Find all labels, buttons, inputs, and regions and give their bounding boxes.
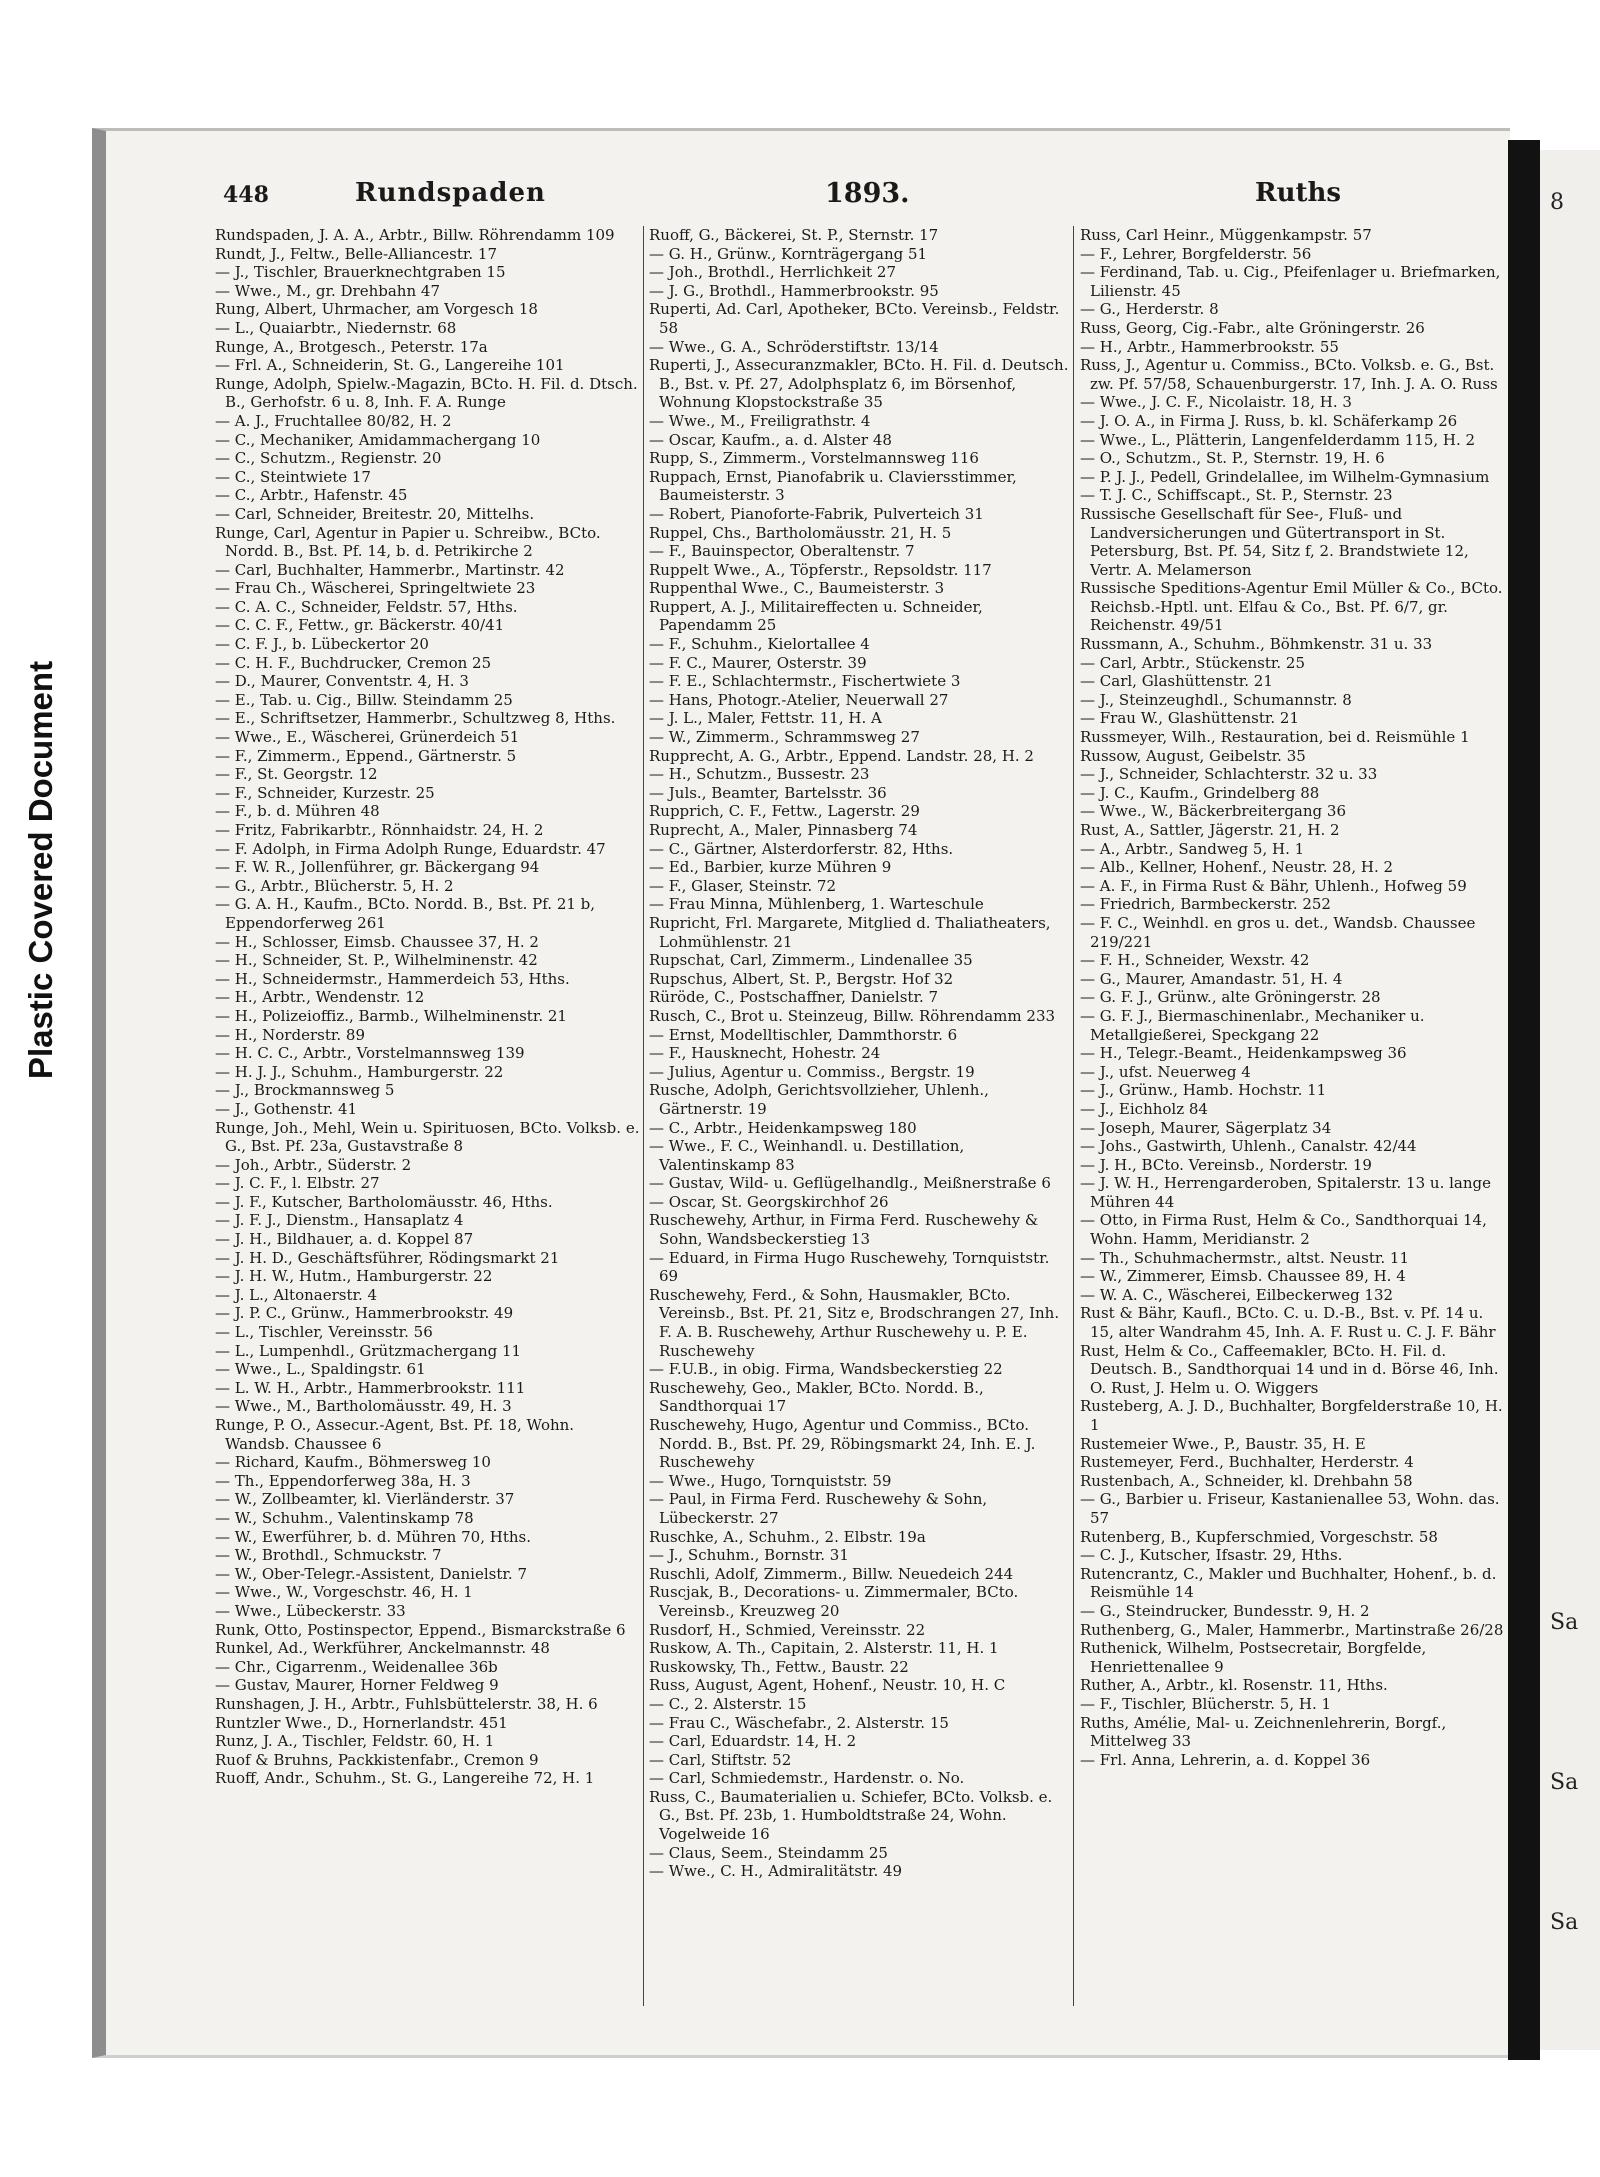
directory-entry: — W., Zimmerer, Eimsb. Chaussee 89, H. 4	[1080, 1267, 1406, 1286]
directory-entry: — J. F., Kutscher, Bartholomäusstr. 46, Hths.	[215, 1192, 553, 1211]
directory-entry: — F. W. R., Jollenführer, gr. Bäckergang 94	[215, 858, 540, 877]
directory-entry: — F. C., Maurer, Osterstr. 39	[649, 653, 867, 672]
directory-entry: — G. F. J., Grünw., alte Gröningerstr. 28	[1080, 988, 1381, 1007]
directory-entry: — G., Maurer, Amandastr. 51, H. 4	[1080, 969, 1343, 988]
directory-entry: — H., Schneidermstr., Hammerdeich 53, Hths.	[215, 969, 570, 988]
directory-entry: Russ, Carl Heinr., Müggenkampstr. 57	[1080, 226, 1372, 244]
directory-entry: Rustemeier Wwe., P., Baustr. 35, H. E	[1080, 1434, 1366, 1453]
directory-entry: Ruppelt Wwe., A., Töpferstr., Repsoldstr. 117	[649, 560, 992, 579]
directory-entry: Runshagen, J. H., Arbtr., Fuhlsbüttelerstr. 38, H. 6	[215, 1694, 598, 1713]
directory-entry: Ruskowsky, Th., Fettw., Baustr. 22	[649, 1657, 909, 1676]
directory-entry: — H. C. C., Arbtr., Vorstelmannsweg 139	[215, 1044, 525, 1063]
page-number: 448	[223, 182, 269, 208]
directory-entry: — G., Steindrucker, Bundesstr. 9, H. 2	[1080, 1601, 1370, 1620]
directory-entry: — G. F. J., Biermaschinenlabr., Mechaniker u. Metallgießerei, Speckgang 22	[1080, 1006, 1425, 1044]
directory-entry: — F. E., Schlachtermstr., Fischertwiete 3	[649, 672, 961, 691]
directory-entry: — Wwe., Hugo, Tornquiststr. 59	[649, 1471, 892, 1490]
directory-entry: — C. C. F., Fettw., gr. Bäckerstr. 40/41	[215, 616, 505, 635]
directory-entry: Rupschat, Carl, Zimmerm., Lindenallee 35	[649, 951, 973, 970]
directory-entry: — G. A. H., Kaufm., BCto. Nordd. B., Bst. Pf. 21 b, Eppendorferweg 261	[215, 895, 596, 932]
next-page-fragment: Sa	[1550, 1910, 1579, 1935]
directory-entry: — Th., Eppendorferweg 38a, H. 3	[215, 1471, 471, 1490]
directory-entry: — H., Arbtr., Hammerbrookstr. 55	[1080, 337, 1339, 356]
column-2	[649, 226, 1069, 2016]
directory-entry: Rustenbach, A., Schneider, kl. Drehbahn 58	[1080, 1471, 1413, 1490]
directory-entry: Ruperti, J., Assecuranzmakler, BCto. H. Fil. d. Deutsch. B., Bst. v. Pf. 27, Adolphsplatz 6, im Börsenhof, Wohnung Klopstockstraße 35	[649, 356, 1069, 412]
directory-entry: Rust, Helm & Co., Caffeemakler, BCto. H. Fil. d. Deutsch. B., Sandthorquai 14 und in d. Börse 46, Inh. O. Rust, J. Helm u. O. Wiggers	[1080, 1341, 1499, 1397]
directory-entry: — J. G., Brothdl., Hammerbrookstr. 95	[649, 281, 939, 300]
directory-entry: Russmeyer, Wilh., Restauration, bei d. Reismühle 1	[1080, 728, 1470, 747]
directory-entry: Russ, Georg, Cig.-Fabr., alte Gröningerstr. 26	[1080, 318, 1425, 337]
directory-entry: — Carl, Stiftstr. 52	[649, 1750, 792, 1769]
directory-entry: — W., Zollbeamter, kl. Vierländerstr. 37	[215, 1490, 515, 1509]
directory-entry: — Gustav, Maurer, Horner Feldweg 9	[215, 1676, 499, 1695]
directory-entry: — F. C., Weinhdl. en gros u. det., Wandsb. Chaussee 219/221	[1080, 913, 1476, 951]
side-label	[22, 660, 62, 1080]
directory-entry: Runk, Otto, Postinspector, Eppend., Bismarckstraße 6	[215, 1620, 626, 1639]
directory-entry: — Chr., Cigarrenm., Weidenallee 36b	[215, 1657, 498, 1676]
directory-entry: Russ, C., Baumaterialien u. Schiefer, BCto. Volksb. e. G., Bst. Pf. 23b, 1. Humboldtstraße 24, Wohn. Vogelweide 16	[649, 1787, 1053, 1844]
directory-entry: — J., Schneider, Schlachterstr. 32 u. 33	[1080, 765, 1378, 784]
directory-entry: — Carl, Arbtr., Stückenstr. 25	[1080, 653, 1306, 672]
directory-entry: — Wwe., C. H., Admiralitätstr. 49	[649, 1862, 903, 1881]
directory-entry: Rust, A., Sattler, Jägerstr. 21, H. 2	[1080, 821, 1340, 839]
directory-entry: — Frau Ch., Wäscherei, Springeltwiete 23	[215, 579, 536, 598]
directory-entry: — Wwe., L., Spaldingstr. 61	[215, 1360, 426, 1379]
directory-entry: — Claus, Seem., Steindamm 25	[649, 1843, 888, 1862]
directory-entry: — D., Maurer, Conventstr. 4, H. 3	[215, 672, 469, 691]
directory-entry: — H. J. J., Schuhm., Hamburgerstr. 22	[215, 1062, 504, 1081]
directory-entry: — C. H. F., Buchdrucker, Cremon 25	[215, 653, 492, 672]
directory-entry: — J. C., Kaufm., Grindelberg 88	[1080, 783, 1320, 802]
directory-entry: — J. C. F., l. Elbstr. 27	[215, 1174, 380, 1193]
directory-entry: — F., b. d. Mühren 48	[215, 802, 380, 821]
directory-entry: Rundspaden, J. A. A., Arbtr., Billw. Röhrendamm 109	[215, 226, 615, 244]
directory-entry: — T. J. C., Schiffscapt., St. P., Sternstr. 23	[1080, 486, 1393, 505]
directory-entry: Runtzler Wwe., D., Hornerlandstr. 451	[215, 1713, 508, 1732]
directory-entry: Ruperti, Ad. Carl, Apotheker, BCto. Vereinsb., Feldstr. 58	[649, 300, 1060, 337]
directory-entry: — Fritz, Fabrikarbtr., Rönnhaidstr. 24, H. 2	[215, 821, 544, 839]
directory-entry: — C., Schutzm., Regienstr. 20	[215, 449, 442, 468]
directory-entry: — Julius, Agentur u. Commiss., Bergstr. 19	[649, 1062, 975, 1081]
column-3	[1080, 226, 1505, 2016]
directory-entry: — L., Lumpenhdl., Grützmachergang 11	[215, 1341, 522, 1360]
directory-entry: — Friedrich, Barmbeckerstr. 252	[1080, 895, 1331, 914]
scan-binding-shadow	[1508, 140, 1540, 2060]
directory-entry: — L. W. H., Arbtr., Hammerbrookstr. 111	[215, 1378, 526, 1397]
next-page-edge	[1540, 150, 1600, 2050]
directory-entry: — F., Zimmerm., Eppend., Gärtnerstr. 5	[215, 746, 517, 765]
directory-entry: Rustemeyer, Ferd., Buchhalter, Herderstr. 4	[1080, 1453, 1414, 1472]
directory-entry: — J. H., BCto. Vereinsb., Norderstr. 19	[1080, 1155, 1372, 1174]
directory-entry: — W., Ober-Telegr.-Assistent, Danielstr. 7	[215, 1564, 527, 1583]
directory-entry: — G., Barbier u. Friseur, Kastanienallee 53, Wohn. das. 57	[1080, 1490, 1500, 1527]
directory-entry: Rupschus, Albert, St. P., Bergstr. Hof 32	[649, 969, 954, 988]
directory-entry: — Carl, Schmiedemstr., Hardenstr. o. No.	[649, 1769, 965, 1788]
directory-entry: — H., Arbtr., Wendenstr. 12	[215, 988, 425, 1007]
directory-entry: — J., Eichholz 84	[1080, 1099, 1208, 1118]
directory-entry: — C., 2. Alsterstr. 15	[649, 1694, 807, 1713]
directory-entry: — Wwe., G. A., Schröderstiftstr. 13/14	[649, 337, 939, 356]
directory-entry: — Wwe., E., Wäscherei, Grünerdeich 51	[215, 728, 520, 747]
directory-entry: — J. L., Altonaerstr. 4	[215, 1285, 378, 1304]
directory-entry: — C., Mechaniker, Amidammachergang 10	[215, 430, 541, 449]
directory-entry: — A. F., in Firma Rust & Bähr, Uhlenh., Hofweg 59	[1080, 876, 1467, 895]
directory-entry: — Wwe., L., Plätterin, Langenfelderdamm 115, H. 2	[1080, 430, 1476, 449]
directory-entry: — J. H. D., Geschäftsführer, Rödingsmarkt 21	[215, 1248, 560, 1267]
directory-entry: — Ferdinand, Tab. u. Cig., Pfeifenlager u. Briefmarken, Lilienstr. 45	[1080, 263, 1501, 300]
directory-entry: Rundt, J., Feltw., Belle-Alliancestr. 17	[215, 244, 498, 263]
directory-entry: — G., Arbtr., Blücherstr. 5, H. 2	[215, 876, 454, 895]
directory-page	[215, 178, 1505, 2018]
directory-entry: — L., Quaiarbtr., Niedernstr. 68	[215, 318, 457, 337]
directory-entry: — H., Schutzm., Bussestr. 23	[649, 765, 870, 784]
directory-entry: — P. J. J., Pedell, Grindelallee, im Wilhelm-Gymnasium	[1080, 467, 1490, 486]
directory-entry: — J. F. J., Dienstm., Hansaplatz 4	[215, 1211, 464, 1230]
directory-entry: — Oscar, Kaufm., a. d. Alster 48	[649, 430, 892, 449]
directory-entry: — Oscar, St. Georgskirchhof 26	[649, 1192, 889, 1211]
directory-entry: — J., Gothenstr. 41	[215, 1099, 358, 1118]
directory-entry: — F.U.B., in obig. Firma, Wandsbeckerstieg 22	[649, 1360, 1003, 1379]
directory-entry: — W., Brothdl., Schmuckstr. 7	[215, 1546, 442, 1565]
directory-entry: — Joseph, Maurer, Sägerplatz 34	[1080, 1118, 1332, 1137]
directory-entry: Russmann, A., Schuhm., Böhmkenstr. 31 u. 33	[1080, 635, 1433, 654]
directory-entry: Russische Speditions-Agentur Emil Müller & Co., BCto. Reichsb.-Hptl. unt. Elfau & Co., Bst. Pf. 6/7, gr. Reichenstr. 49/51	[1080, 579, 1503, 635]
directory-entry: — E., Tab. u. Cig., Billw. Steindamm 25	[215, 690, 513, 709]
directory-entry: — F. Adolph, in Firma Adolph Runge, Eduardstr. 47	[215, 839, 606, 858]
directory-entry: — F. H., Schneider, Wexstr. 42	[1080, 951, 1310, 970]
column-rule	[1073, 226, 1074, 2006]
directory-entry: — C., Arbtr., Heidenkampsweg 180	[649, 1118, 917, 1137]
directory-entry: Ruscjak, B., Decorations- u. Zimmermaler, BCto. Vereinsb., Kreuzweg 20	[649, 1583, 1019, 1620]
directory-entry: — Wwe., J. C. F., Nicolaistr. 18, H. 3	[1080, 393, 1352, 412]
directory-entry: Rusdorf, H., Schmied, Vereinsstr. 22	[649, 1620, 926, 1639]
column-rule	[643, 226, 644, 2006]
directory-entry: Ruschewehy, Hugo, Agentur und Commiss., BCto. Nordd. B., Bst. Pf. 29, Röbingsmarkt 24, Inh. E. J. Ruschewehy	[649, 1416, 1036, 1472]
directory-entry: — J., Schuhm., Bornstr. 31	[649, 1546, 849, 1565]
directory-entry: — W., Zimmerm., Schrammsweg 27	[649, 728, 920, 747]
directory-entry: — Alb., Kellner, Hohenf., Neustr. 28, H. 2	[1080, 858, 1394, 877]
directory-entry: — Frau Minna, Mühlenberg, 1. Warteschule	[649, 895, 984, 914]
directory-entry: Ruthenick, Wilhelm, Postsecretair, Borgfelde, Henriettenallee 9	[1080, 1639, 1427, 1676]
directory-entry: — Ernst, Modelltischler, Dammthorstr. 6	[649, 1025, 958, 1044]
directory-entry: Ruschewehy, Arthur, in Firma Ferd. Ruschewehy & Sohn, Wandsbeckerstieg 13	[649, 1211, 1039, 1249]
directory-entry: — G. H., Grünw., Kornträgergang 51	[649, 244, 928, 263]
directory-entry: Rüröde, C., Postschaffner, Danielstr. 7	[649, 988, 939, 1007]
directory-entry: Runge, Carl, Agentur in Papier u. Schreibw., BCto. Nordd. B., Bst. Pf. 14, b. d. Petrikirche 2	[215, 523, 601, 561]
directory-entry: Rusche, Adolph, Gerichtsvollzieher, Uhlenh., Gärtnerstr. 19	[649, 1081, 989, 1118]
directory-entry: — Carl, Eduardstr. 14, H. 2	[649, 1732, 857, 1751]
directory-entry: — O., Schutzm., St. P., Sternstr. 19, H. 6	[1080, 449, 1385, 468]
directory-entry: Ruoff, Andr., Schuhm., St. G., Langereihe 72, H. 1	[215, 1769, 595, 1788]
directory-entry: — G., Herderstr. 8	[1080, 300, 1219, 319]
directory-entry: Russ, August, Agent, Hohenf., Neustr. 10, H. C	[649, 1676, 1006, 1695]
directory-entry: — Otto, in Firma Rust, Helm & Co., Sandthorquai 14, Wohn. Hamm, Meridianstr. 2	[1080, 1211, 1487, 1249]
directory-entry: — J. O. A., in Firma J. Russ, b. kl. Schäferkamp 26	[1080, 411, 1458, 430]
directory-entry: — Wwe., W., Bäckerbreitergang 36	[1080, 802, 1346, 821]
directory-entry: Rupprecht, A. G., Arbtr., Eppend. Landstr. 28, H. 2	[649, 746, 1034, 765]
directory-entry: Rutencrantz, C., Makler und Buchhalter, Hohenf., b. d. Reismühle 14	[1080, 1564, 1497, 1602]
directory-entry: — Robert, Pianoforte-Fabrik, Pulverteich 31	[649, 504, 984, 523]
directory-entry: — C. A. C., Schneider, Feldstr. 57, Hths.	[215, 597, 518, 616]
directory-entry: — C. F. J., b. Lübeckertor 20	[215, 635, 429, 654]
directory-entry: — H., Schneider, St. P., Wilhelminenstr. 42	[215, 951, 538, 970]
directory-entry: Rupricht, Frl. Margarete, Mitglied d. Thaliatheaters, Lohmühlenstr. 21	[649, 913, 1051, 951]
directory-entry: Ruppenthal Wwe., C., Baumeisterstr. 3	[649, 579, 945, 598]
directory-entry: — J., Tischler, Brauerknechtgraben 15	[215, 263, 506, 282]
directory-entry: Ruppach, Ernst, Pianofabrik u. Claviersstimmer, Baumeisterstr. 3	[649, 467, 1017, 505]
directory-entry: — H., Norderstr. 89	[215, 1025, 365, 1044]
directory-entry: Ruschli, Adolf, Zimmerm., Billw. Neuedeich 244	[649, 1564, 1014, 1583]
directory-entry: — Frl. Anna, Lehrerin, a. d. Koppel 36	[1080, 1750, 1371, 1769]
directory-entry: Rusch, C., Brot u. Steinzeug, Billw. Röhrendamm 233	[649, 1006, 1056, 1025]
directory-entry: — W., Schuhm., Valentinskamp 78	[215, 1508, 474, 1527]
directory-entry: — J., ufst. Neuerweg 4	[1080, 1062, 1251, 1081]
directory-entry: — Frau W., Glashüttenstr. 21	[1080, 709, 1300, 728]
directory-entry: — F., Hausknecht, Hohestr. 24	[649, 1044, 881, 1063]
directory-entry: — Joh., Brothdl., Herrlichkeit 27	[649, 263, 896, 282]
directory-entry: — Eduard, in Firma Hugo Ruschewehy, Tornquiststr. 69	[649, 1248, 1050, 1286]
directory-entry: — J., Grünw., Hamb. Hochstr. 11	[1080, 1081, 1327, 1100]
directory-entry: Ruoff, G., Bäckerei, St. P., Sternstr. 17	[649, 226, 939, 244]
directory-entry: Rupprich, C. F., Fettw., Lagerstr. 29	[649, 802, 920, 821]
directory-entry: — Paul, in Firma Ferd. Ruschewehy & Sohn, Lübeckerstr. 27	[649, 1490, 988, 1527]
directory-entry: Ruppert, A. J., Militaireffecten u. Schneider, Papendamm 25	[649, 597, 983, 635]
directory-entry: — J. H., Bildhauer, a. d. Koppel 87	[215, 1230, 474, 1249]
next-page-fragment: 8	[1550, 190, 1564, 215]
directory-entry: — Wwe., M., Bartholomäusstr. 49, H. 3	[215, 1397, 512, 1416]
directory-entry: Runkel, Ad., Werkführer, Anckelmannstr. 48	[215, 1639, 550, 1658]
next-page-fragment: Sa	[1550, 1770, 1579, 1795]
directory-entry: Ruprecht, A., Maler, Pinnasberg 74	[649, 821, 918, 839]
directory-entry: — C., Arbtr., Hafenstr. 45	[215, 486, 408, 505]
directory-entry: Runge, Adolph, Spielw.-Magazin, BCto. H. Fil. d. Dtsch. B., Gerhofstr. 6 u. 8, Inh. F. A. Runge	[215, 374, 638, 412]
directory-entry: Ruschewehy, Ferd., & Sohn, Hausmakler, BCto. Vereinsb., Bst. Pf. 21, Sitz e, Brodschrangen 27, Inh. F. A. B. Ruschewehy, Arthur Ruschewehy u. P. E. Ruschewehy	[649, 1285, 1060, 1360]
directory-entry: — C., Steintwiete 17	[215, 467, 371, 486]
directory-entry: — F., St. Georgstr. 12	[215, 765, 378, 784]
directory-entry: Russische Gesellschaft für See-, Fluß- und Landversicherungen und Gütertransport in St. Petersburg, Bst. Pf. 54, Sitz f, 2. Brandstwiete 12, Vertr. A. Melamerson	[1080, 504, 1469, 579]
directory-entry: Runge, P. O., Assecur.-Agent, Bst. Pf. 18, Wohn. Wandsb. Chaussee 6	[215, 1416, 575, 1453]
directory-entry: — F., Lehrer, Borgfelderstr. 56	[1080, 244, 1312, 263]
directory-entry: Russ, J., Agentur u. Commiss., BCto. Volksb. e. G., Bst. zw. Pf. 57/58, Schauenburgerstr. 17, Inh. J. A. O. Russ	[1080, 356, 1498, 393]
directory-entry: Rupp, S., Zimmerm., Vorstelmannsweg 116	[649, 449, 979, 468]
directory-entry: — L., Tischler, Vereinsstr. 56	[215, 1323, 433, 1342]
directory-entry: — H., Schlosser, Eimsb. Chaussee 37, H. 2	[215, 932, 539, 951]
directory-entry: — F., Glaser, Steinstr. 72	[649, 876, 837, 895]
directory-entry: — E., Schriftsetzer, Hammerbr., Schultzweg 8, Hths.	[215, 709, 616, 728]
right-running-head: Ruths	[1255, 178, 1342, 208]
directory-entry: — H., Telegr.-Beamt., Heidenkampsweg 36	[1080, 1044, 1407, 1063]
directory-entry: — H., Polizeioffiz., Barmb., Wilhelminenstr. 21	[215, 1006, 567, 1025]
side-label-text: Plastic Covered Document	[22, 660, 59, 1080]
directory-entry: — J. H. W., Hutm., Hamburgerstr. 22	[215, 1267, 493, 1286]
directory-entry: — Ed., Barbier, kurze Mühren 9	[649, 858, 892, 877]
next-page-fragment: Sa	[1550, 1610, 1579, 1635]
directory-entry: — J. L., Maler, Fettstr. 11, H. A	[649, 709, 882, 728]
directory-entry: — J., Steinzeughdl., Schumannstr. 8	[1080, 690, 1352, 709]
directory-entry: Ruschke, A., Schuhm., 2. Elbstr. 19a	[649, 1527, 926, 1546]
directory-entry: — F., Schneider, Kurzestr. 25	[215, 783, 435, 802]
directory-entry: — J., Brockmannsweg 5	[215, 1081, 395, 1100]
left-running-head: Rundspaden	[355, 178, 546, 208]
directory-entry: — A., Arbtr., Sandweg 5, H. 1	[1080, 839, 1305, 858]
directory-entry: — Wwe., M., Freiligrathstr. 4	[649, 411, 871, 430]
directory-entry: — W., Ewerführer, b. d. Mühren 70, Hths.	[215, 1527, 531, 1546]
directory-entry: — J. P. C., Grünw., Hammerbrookstr. 49	[215, 1304, 514, 1323]
directory-entry: — Juls., Beamter, Bartelsstr. 36	[649, 783, 887, 802]
directory-entry: — A. J., Fruchtallee 80/82, H. 2	[215, 411, 452, 430]
page-header	[215, 178, 1505, 222]
directory-entry: — Frl. A., Schneiderin, St. G., Langereihe 101	[215, 356, 565, 375]
directory-entry: — Wwe., F. C., Weinhandl. u. Destillation, Valentinskamp 83	[649, 1137, 965, 1174]
directory-entry: Rung, Albert, Uhrmacher, am Vorgesch 18	[215, 300, 538, 319]
directory-entry: Ruther, A., Arbtr., kl. Rosenstr. 11, Hths.	[1080, 1676, 1388, 1695]
directory-entry: — Gustav, Wild- u. Geflügelhandlg., Meißnerstraße 6	[649, 1174, 1051, 1193]
directory-entry: — W. A. C., Wäscherei, Eilbeckerweg 132	[1080, 1285, 1394, 1304]
directory-entry: — F., Schuhm., Kielortallee 4	[649, 635, 870, 654]
directory-entry: Rust & Bähr, Kaufl., BCto. C. u. D.-B., Bst. v. Pf. 14 u. 15, alter Wandrahm 45, Inh. A. F. Rust u. C. J. F. Bähr	[1080, 1304, 1496, 1342]
year-heading: 1893.	[825, 178, 910, 209]
directory-entry: — Carl, Buchhalter, Hammerbr., Martinstr. 42	[215, 560, 565, 579]
directory-entry: Ruof & Bruhns, Packkistenfabr., Cremon 9	[215, 1750, 539, 1769]
directory-entry: — Wwe., Lübeckerstr. 33	[215, 1601, 406, 1620]
directory-entry: — Carl, Glashüttenstr. 21	[1080, 672, 1273, 691]
directory-entry: — Th., Schuhmachermstr., altst. Neustr. 11	[1080, 1248, 1410, 1267]
directory-entry: — J. W. H., Herrengarderoben, Spitalerstr. 13 u. lange Mühren 44	[1080, 1174, 1491, 1211]
directory-entry: Ruschewehy, Geo., Makler, BCto. Nordd. B., Sandthorquai 17	[649, 1378, 984, 1416]
directory-entry: Ruths, Amélie, Mal- u. Zeichnenlehrerin, Borgf., Mittelweg 33	[1080, 1713, 1447, 1751]
column-1	[215, 226, 640, 2016]
directory-entry: Rutenberg, B., Kupferschmied, Vorgeschstr. 58	[1080, 1527, 1438, 1546]
directory-entry: — Wwe., M., gr. Drehbahn 47	[215, 281, 440, 300]
directory-entry: Ruppel, Chs., Bartholomäusstr. 21, H. 5	[649, 523, 952, 542]
directory-entry: Runge, A., Brotgesch., Peterstr. 17a	[215, 337, 488, 356]
directory-entry: — Richard, Kaufm., Böhmersweg 10	[215, 1453, 491, 1472]
directory-entry: Russow, August, Geibelstr. 35	[1080, 746, 1306, 765]
directory-entry: — Carl, Schneider, Breitestr. 20, Mittelhs.	[215, 504, 535, 523]
directory-entry: Ruthenberg, G., Maler, Hammerbr., Martinstraße 26/28	[1080, 1620, 1504, 1639]
directory-entry: Runz, J. A., Tischler, Feldstr. 60, H. 1	[215, 1732, 495, 1751]
directory-entry: — Frau C., Wäschefabr., 2. Alsterstr. 15	[649, 1713, 949, 1732]
directory-entry: — Wwe., W., Vorgeschstr. 46, H. 1	[215, 1583, 473, 1602]
directory-entry: Ruskow, A. Th., Capitain, 2. Alsterstr. 11, H. 1	[649, 1639, 999, 1658]
directory-entry: — Johs., Gastwirth, Uhlenh., Canalstr. 42/44	[1080, 1137, 1417, 1156]
directory-entry: — C., Gärtner, Alsterdorferstr. 82, Hths.	[649, 839, 954, 858]
directory-entry: — Hans, Photogr.-Atelier, Neuerwall 27	[649, 690, 949, 709]
directory-entry: — F., Tischler, Blücherstr. 5, H. 1	[1080, 1694, 1332, 1713]
directory-entry: — C. J., Kutscher, Ifsastr. 29, Hths.	[1080, 1546, 1343, 1565]
directory-entry: Rusteberg, A. J. D., Buchhalter, Borgfelderstraße 10, H. 1	[1080, 1397, 1503, 1434]
directory-entry: — Joh., Arbtr., Süderstr. 2	[215, 1155, 412, 1174]
directory-entry: Runge, Joh., Mehl, Wein u. Spirituosen, BCto. Volksb. e. G., Bst. Pf. 23a, Gustavstraße 8	[215, 1118, 640, 1156]
directory-entry: — F., Bauinspector, Oberaltenstr. 7	[649, 542, 915, 561]
